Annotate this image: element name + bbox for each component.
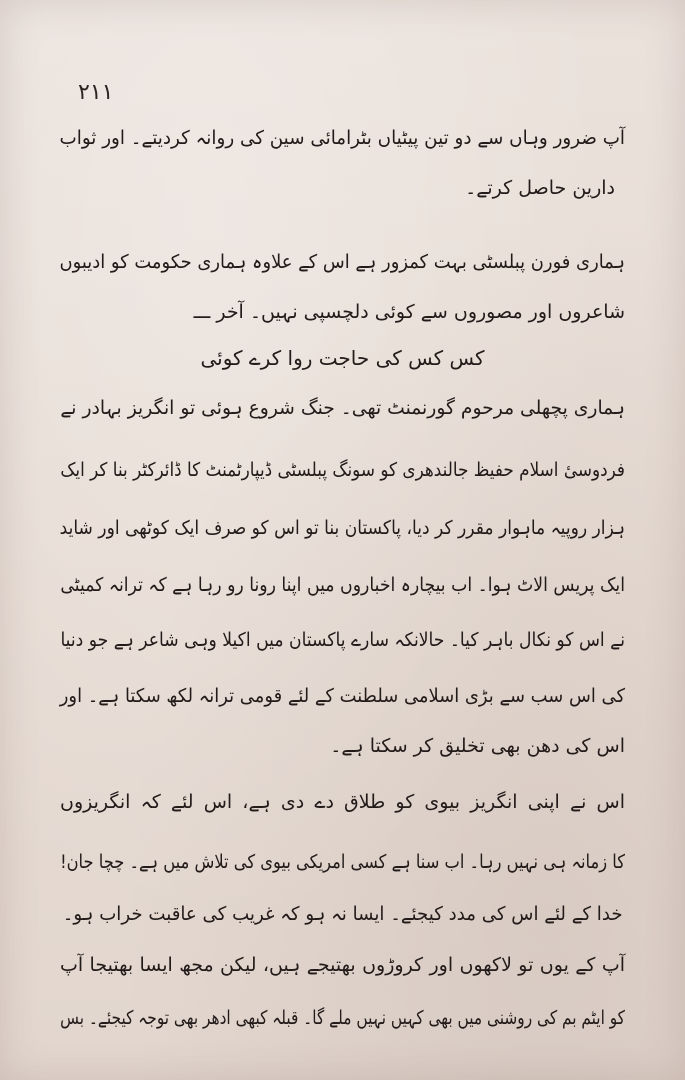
text-line: کی اس سب سے بڑی اسلامی سلطنت کے لئے قومی ترانہ لکھ سکتا ہے۔ اور xyxy=(59,685,625,707)
verse-line: کس کس کی حاجت روا کرے کوئی xyxy=(200,346,485,370)
page-number: ۲۱۱ xyxy=(78,80,114,105)
text-line: فردوسیٔ اسلام حفیظ جالندھری کو سونگ پبلسٹی ڈیپارٹمنٹ کا ڈائرکٹر بنا کر ایک xyxy=(60,459,626,481)
text-line: کا زمانہ ہی نہیں رہا۔ اب سنا ہے کسی امریکی بیوی کی تلاش میں ہے۔ چچا جان! xyxy=(60,851,626,873)
text-line: آپ کے یوں تو لاکھوں اور کروڑوں بھتیجے ہیں، لیکن مجھ ایسا بھتیجا آپ xyxy=(60,954,625,976)
text-line: ہماری پچھلی مرحوم گورنمنٹ تھی۔ جنگ شروع ہوئی تو انگریز بہادر نے xyxy=(60,397,626,419)
text-line: آپ ضرور وہاں سے دو تین پیٹیاں بٹرامائی سین کی روانہ کردیتے۔ اور ثواب xyxy=(59,127,625,149)
text-line: شاعروں اور مصوروں سے کوئی دلچسپی نہیں۔ آخر ـــ xyxy=(193,301,625,323)
text-line: ہماری فورن پبلسٹی بہت کمزور ہے اس کے علاوہ ہماری حکومت کو ادیبوں xyxy=(59,251,626,273)
text-line: نے اس کو نکال باہر کیا۔ حالانکہ سارے پاکستان میں اکیلا وہی شاعر ہے جو دنیا xyxy=(60,629,626,651)
text-line: خدا کے لئے اس کی مدد کیجئے۔ ایسا نہ ہو کہ غریب کی عاقبت خراب ہو۔ xyxy=(63,903,623,925)
text-line: اس کی دھن بھی تخلیق کر سکتا ہے۔ xyxy=(330,735,625,757)
text-line: ایک پریس الاٹ ہوا۔ اب بیچارہ اخباروں میں اپنا رونا رو رہا ہے کہ ترانہ کمیٹی xyxy=(60,574,625,596)
text-line: دارین حاصل کرتے۔ xyxy=(465,177,615,199)
text-line: اس نے اپنی انگریز بیوی کو طلاق دے دی ہے، اس لئے کہ انگریزوں xyxy=(60,791,625,813)
text-line: ہزار روپیہ ماہوار مقرر کر دیا، پاکستان بنا تو اس کو صرف ایک کوٹھی اور شاید xyxy=(59,517,625,539)
text-line: کو ایٹم بم کی روشنی میں بھی کہیں نہیں ملے گا۔ قبلہ کبھی ادھر بھی توجہ کیجئے۔ بس xyxy=(60,1007,626,1029)
